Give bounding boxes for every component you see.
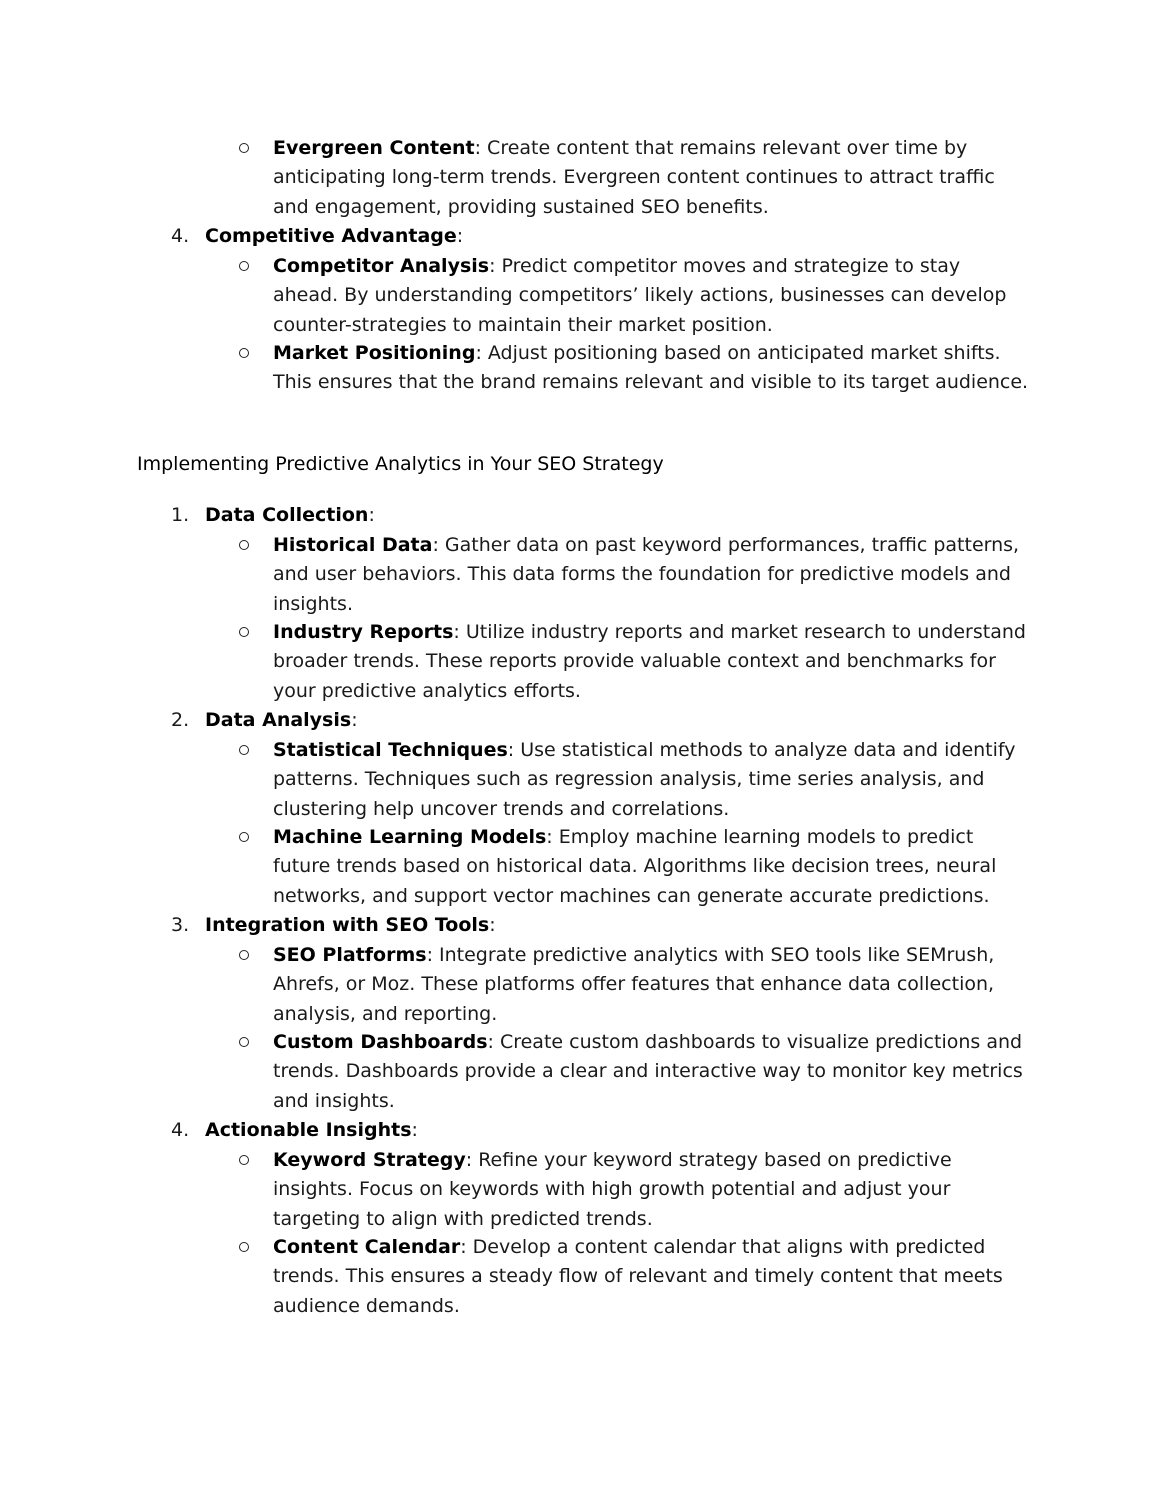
hollow-bullet-icon [239,950,249,960]
sub-item-text: : Use statistical methods to analyze data and identify patterns. Techniques such as regression analysis, time series analysis, and clustering help uncover trends and correlations. [273,739,1016,820]
list-number: 1. [171,504,190,526]
hollow-bullet-icon [239,1037,249,1047]
sub-item-custom-dashboards [0,1028,1159,1116]
sub-item-text: : Refine your keyword strategy based on predictive insights. Focus on keywords with high growth potential and adjust your targeting to align with predicted trends. [273,1149,952,1230]
sub-item-competitor-analysis [0,252,1159,340]
sub-item-term: Market Positioning [273,342,476,364]
sub-item-term: Historical Data [273,534,433,556]
list-number: 3. [171,914,190,936]
item-colon: : [489,914,496,936]
sub-item-term: SEO Platforms [273,944,427,966]
sub-item-term: Content Calendar [273,1236,461,1258]
sub-item-text: : Develop a content calendar that aligns with predicted trends. This ensures a steady flow of relevant and timely content that meets audience demands. [273,1236,1003,1317]
sub-item-keyword-strategy [0,1146,1159,1234]
item-title: Data Analysis [205,709,352,731]
sub-item-seo-platforms [0,941,1159,1029]
hollow-bullet-icon [239,745,249,755]
sub-item-historical-data [0,531,1159,619]
sub-item-term: Industry Reports [273,621,454,643]
sub-item-text: : Gather data on past keyword performances, traffic patterns, and user behaviors. This data forms the foundation for predictive models and insights. [273,534,1020,615]
hollow-bullet-icon [239,1155,249,1165]
item-colon: : [456,225,464,247]
sub-item-term: Machine Learning Models [273,826,547,848]
item-title: Actionable Insights [205,1119,412,1141]
list-number: 4. [171,225,190,247]
numbered-item-integration-with-seo-tools [0,911,1159,940]
sub-item-term: Keyword Strategy [273,1149,466,1171]
sub-item-industry-reports [0,618,1159,706]
item-colon: : [368,504,375,526]
hollow-bullet-icon [239,348,249,358]
sub-item-text: : Utilize industry reports and market research to understand broader trends. These reports provide valuable context and benchmarks for your predictive analytics efforts. [273,621,1026,702]
item-title: Integration with SEO Tools [205,914,490,936]
sub-item-term: Custom Dashboards [273,1031,488,1053]
item-title: Data Collection [205,504,369,526]
item-colon: : [411,1119,418,1141]
sub-item-content-calendar [0,1233,1159,1321]
numbered-item-data-collection [0,501,1159,530]
hollow-bullet-icon [239,143,249,153]
hollow-bullet-icon [239,1242,249,1252]
list-number: 2. [171,709,190,731]
hollow-bullet-icon [239,261,249,271]
sub-item-market-positioning [0,339,1159,398]
numbered-item-actionable-insights [0,1116,1159,1145]
sub-item-text: : Integrate predictive analytics with SEO tools like SEMrush, Ahrefs, or Moz. These platforms offer features that enhance data collection, analysis, and reporting. [273,944,995,1025]
sub-item-text: : Predict competitor moves and strategize to stay ahead. By understanding competitors’ likely actions, businesses can develop counter-strategies to maintain their market position. [273,255,1007,336]
numbered-item-data-analysis [0,706,1159,735]
sub-item-statistical-techniques [0,736,1159,824]
sub-item-machine-learning-models [0,823,1159,911]
sub-item-term: Competitor Analysis [273,255,490,277]
list-number: 4. [171,1119,190,1141]
sub-item-text: : Adjust positioning based on anticipated market shifts. This ensures that the brand remains relevant and visible to its target audience. [273,342,1029,394]
sub-item-term: Statistical Techniques [273,739,508,761]
section-heading: Implementing Predictive Analytics in Your SEO Strategy [137,453,664,475]
sub-item-text: : Employ machine learning models to predict future trends based on historical data. Algorithms like decision trees, neural networks, and support vector machines can generate accurate predictions. [273,826,997,907]
sub-item-text: : Create custom dashboards to visualize predictions and trends. Dashboards provide a clear and interactive way to monitor key metrics and insights. [273,1031,1023,1112]
hollow-bullet-icon [239,832,249,842]
sub-item-evergreen-content [0,134,1159,222]
hollow-bullet-icon [239,627,249,637]
item-colon: : [351,709,358,731]
numbered-item-competitive-advantage [0,222,1159,251]
sub-item-term: Evergreen Content [273,137,475,159]
hollow-bullet-icon [239,540,249,550]
sub-item-text: : Create content that remains relevant over time by anticipating long-term trends. Evergreen content continues to attract traffic and engagement, providing sustained SEO benefits. [273,137,995,218]
item-title: Competitive Advantage [205,225,457,247]
